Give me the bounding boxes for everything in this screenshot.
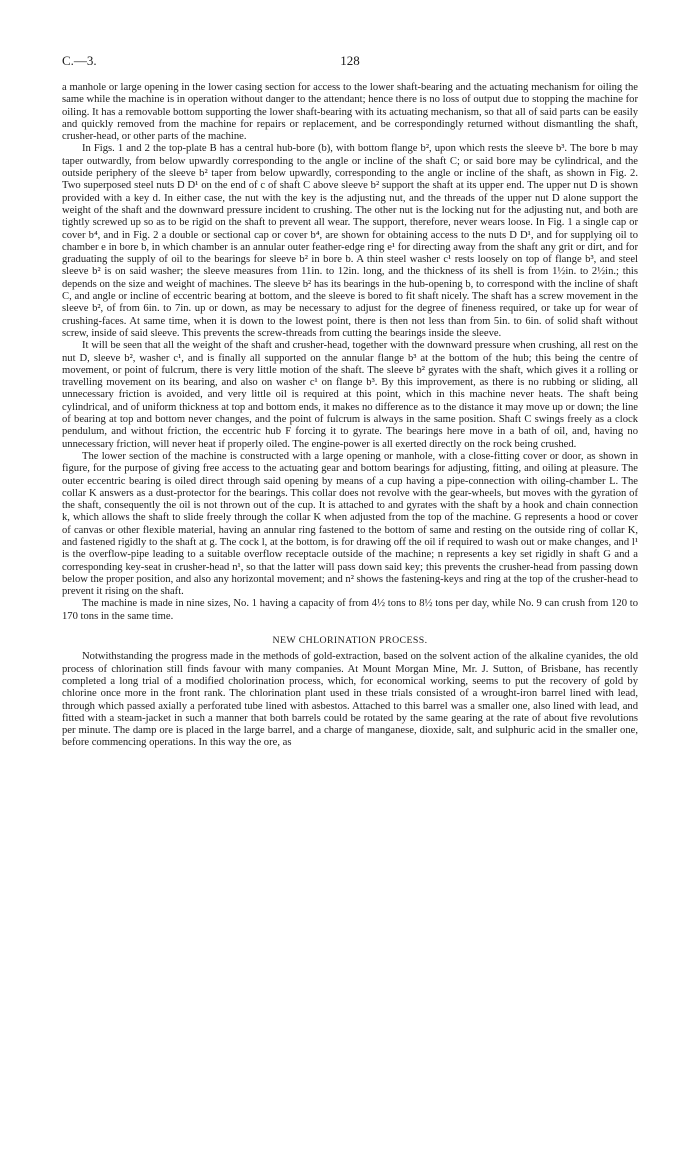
- section-paragraph-1: Notwithstanding the progress made in the methods of gold-extraction, based on the solvent action of the alkaline cyanides, the old process of chlorination still finds favour with many companies. At Mount Morgan Mine, Mr. J. Sutton, of Brisbane, has recently completed a long trial of a modified cholorination process, which, for economical working, seems to put the recovery of gold by chlorine once more in the front rank. The chlorination plant used in these trials consisted of a wrought-iron barrel lined with lead, through which passed axially a perforated tube lined with asbestos. Attached to this barrel was a smaller one, also lined with lead, and fitted with a steam-jacket in such a manner that both barrels could be rotated by the same gearing at the rate of about five revolutions per minute. The damp ore is placed in the large barrel, and a charge of manganese, dioxide, salt, and sulphuric acid in the smaller one, before commencing operations. In this way the ore, as: [62, 651, 638, 749]
- paragraph-4: The lower section of the machine is constructed with a large opening or manhole, with a close-fitting cover or door, as shown in figure, for the purpose of giving free access to the actuating gear and bottom bearings for adjusting, fitting, and oiling at pleasure. The outer eccentric bearing is oiled direct through said opening by means of a cup having a pipe-connection with oiling-chamber L. The collar K answers as a dust-protector for the bearings. This collar does not revolve with the gear-wheels, but moves with the gyration of the shaft, consequently the oil is not thrown out of the cup. It is attached to and gyrates with the shaft by a hook and chain connection k, which allows the shaft to slide freely through the collar K when adjusted from the top of the machine. G represents a hood or cover of canvas or other flexible material, having an annular ring fastened to the bottom of same and resting on the outside ring of collar K, and fastened rigidly to the shaft at g. The cock l, at the bottom, is for drawing off the oil if required to wash out or make changes, and l¹ is the overflow-pipe leading to a suitable overflow receptacle outside of the machine; n represents a key set rigidly in shaft G and a corresponding key-seat in crusher-head n¹, so that the latter will pass down said key; this prevents the crusher-head from passing down below the proper position, and also any horizontal movement; and n² shows the fastening-keys and ring at the top of the crusher-head to prevent it rising on the shaft.: [62, 450, 638, 598]
- page-number: 128: [340, 53, 360, 68]
- paragraph-5: The machine is made in nine sizes, No. 1 having a capacity of from 4½ tons to 8½ tons per day, while No. 9 can crush from 120 to 170 tons in the same time.: [62, 598, 638, 622]
- document-reference: C.—3.: [62, 53, 97, 68]
- paragraph-1: a manhole or large opening in the lower casing section for access to the lower shaft-bearing and the actuating mechanism for oiling the same while the machine is in operation without danger to the attendant; hence there is no loss of output due to stopping the machine for oiling. It has a removable bottom supporting the lower shaft-bearing with its actuating mechanism, so that all of said parts can be easily and quickly removed from the machine for repairs or replacement, and be correspondingly returned without dismantling the shaft, crusher-head, or other parts of the machine.: [62, 82, 638, 143]
- paragraph-3: It will be seen that all the weight of the shaft and crusher-head, together with the downward pressure when crushing, all rest on the nut D, sleeve b², washer c¹, and is finally all supported on the annular flange b³ at the bottom of the hub; this being the centre of movement, or point of fulcrum, there is very little motion of the shaft. The sleeve b² gyrates with the shaft, which gives it a rolling or travelling movement on its bearing, and also on washer c¹ on flange b³. By this improvement, as there is no rubbing or sliding, all unnecessary friction is avoided, and very little oil is required at this point, which in this machine never heats. The shaft being cylindrical, and of uniform thickness at top and bottom ends, it makes no difference as to the distance it may move up or down; the line of bearing at top and bottom never changes, and the point of fulcrum is always in the same position. Shaft C swings freely as a clock pendulum, and without friction, the eccentric hub F forcing it to gyrate. The bearings here move in a bath of oil, and, having no unnecessary friction, will never heat if properly oiled. The engine-power is all exerted directly on the rock being crushed.: [62, 340, 638, 450]
- body-text: [62, 82, 638, 750]
- section-heading: NEW CHLORINATION PROCESS.: [272, 635, 428, 647]
- page-header: [62, 53, 638, 69]
- paragraph-2: In Figs. 1 and 2 the top-plate B has a central hub-bore (b), with bottom flange b², upon which rests the sleeve b³. The bore b may taper outwardly, from below upwardly corresponding to the angle or incline of the shaft C; or said bore may be cylindrical, and the outside periphery of the sleeve b² taper from below upwardly, corresponding to the angle or incline of the shaft, as shown in Fig. 2. Two superposed steel nuts D D¹ on the end of c of shaft C above sleeve b² support the shaft at its upper end. The upper nut D is shown provided with a key d. In either case, the nut with the key is the adjusting nut, and the threads of the upper nut D alone support the weight of the shaft and the downward pressure incident to crushing. The other nut is the locking nut for the adjusting nut, and both are tightly screwed up so as to be rigid on the shaft to prevent all wear. The support, therefore, never wears loose. In Fig. 1 a single cap or cover b⁴, and in Fig. 2 a double or sectional cap or cover b⁴, are shown for obtaining access to the nuts D D¹, and for supplying oil to chamber e in bore b, in which chamber is an annular outer feather-edge ring e¹ for directing away from the shaft any grit or dirt, and for graduating the supply of oil to the bearings for sleeve b² in bore b. A thin steel washer c¹ rests loosely on top of flange b³, and steel sleeve b² is on said washer; the sleeve measures from 11in. to 12in. long, and the thickness of its shell is from 1½in. to 2½in.; this depends on the size and weight of machines. The sleeve b² has its bearings in the hub-opening b, to correspond with the incline of shaft C, and angle or incline of eccentric bearing at bottom, and the sleeve is bored to fit shaft nicely. The shaft has a screw movement in the sleeve b², of from 6in. to 7in. up or down, as may be necessary to adjust for the degree of fineness required, or take up for wear of crushing-faces. At same time, when it is down to the lowest point, there is then not less than from 5in. to 6in. of solid shaft without screw, inside of said sleeve. This prevents the screw-threads from cutting the bearings inside the sleeve.: [62, 143, 638, 339]
